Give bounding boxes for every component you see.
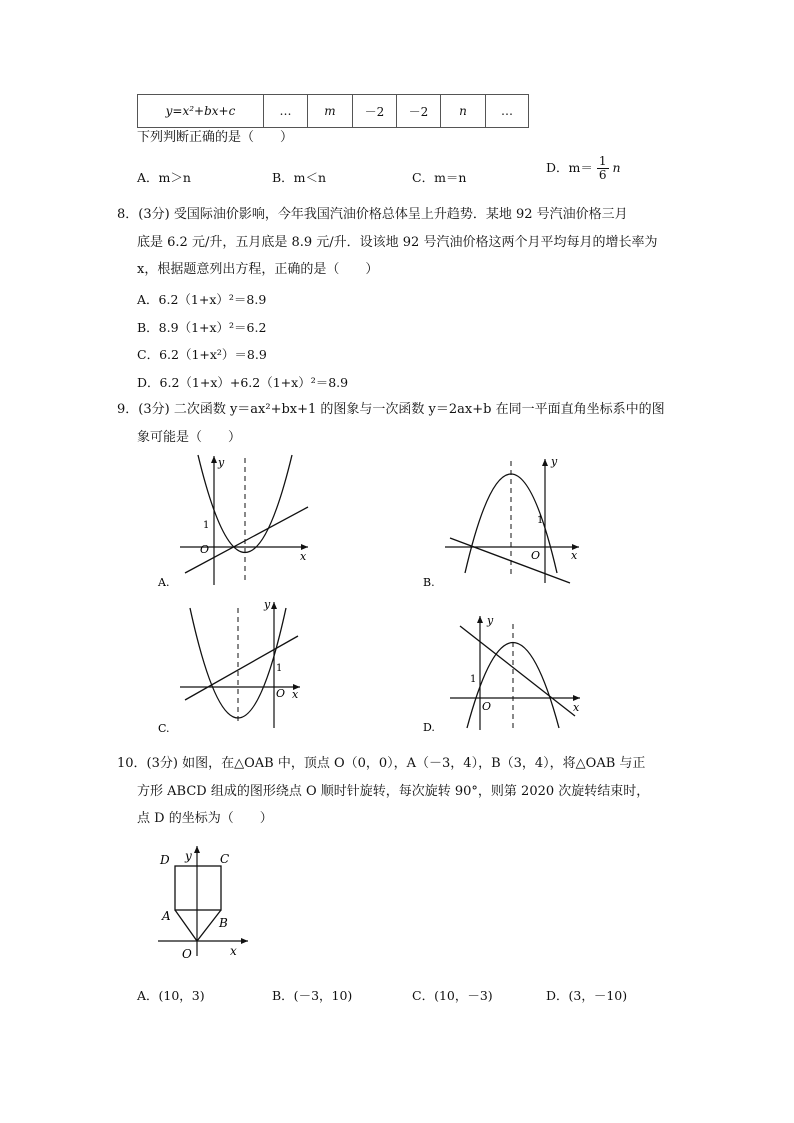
q8-line-3: x，根据题意列出方程，正确的是（ ）	[137, 262, 379, 277]
q10-option-b: B．(－3，10)	[272, 988, 353, 1003]
origin-label: O	[531, 549, 541, 562]
x-label: x	[230, 944, 237, 958]
q8-option-b: B．8.9（1+x）²＝6.2	[137, 320, 267, 335]
point-d-label: D	[160, 853, 170, 867]
q10-figure	[150, 838, 260, 966]
table-cell: －2	[353, 95, 397, 128]
fraction	[597, 155, 609, 182]
q8-line-2: 底是 6.2 元/升，五月底是 8.9 元/升．设该地 92 号汽油价格这两个月平均每月的增长率为	[137, 235, 658, 250]
q7-option-b: B．m＜n	[272, 170, 327, 185]
q9-line-1: 9．(3分) 二次函数 y＝ax²+bx+1 的图象与一次函数 y＝2ax+b 在同一平面直角坐标系中的图	[117, 402, 665, 417]
x-label: x	[300, 550, 307, 563]
q10-line-3: 点 D 的坐标为（ ）	[137, 811, 273, 826]
y-label: y	[218, 456, 225, 469]
graph-b	[415, 455, 590, 590]
intercept-label: 1	[276, 663, 283, 674]
table-cell: m	[308, 95, 353, 128]
value-table	[137, 94, 529, 128]
table-cell: n	[441, 95, 486, 128]
graph-c	[150, 598, 325, 738]
origin-label: O	[182, 947, 192, 961]
x-label: x	[292, 688, 299, 701]
q10-option-c: C．(10，－3)	[412, 988, 493, 1003]
x-label: x	[571, 549, 578, 562]
q8-option-d: D．6.2（1+x）+6.2（1+x）²＝8.9	[137, 375, 349, 390]
graph-a	[150, 450, 325, 590]
table-cell: …	[264, 95, 308, 128]
y-axis-arrow-icon	[271, 602, 277, 609]
y-label: y	[551, 455, 558, 468]
q7-option-d-label: D．m＝	[546, 160, 593, 175]
q7-option-a: A．m＞n	[137, 170, 191, 185]
y-label: y	[487, 614, 494, 627]
point-b-label: B	[219, 916, 228, 930]
fraction-numerator: 1	[598, 154, 607, 168]
fraction-denominator: 6	[598, 168, 607, 182]
point-a-label: A	[162, 909, 171, 923]
origin-label: O	[200, 543, 210, 556]
table-cell: …	[486, 95, 529, 128]
q7-option-c: C．m＝n	[412, 170, 467, 185]
intercept-label: 1	[537, 515, 544, 526]
table-row-label: y=x²+bx+c	[138, 95, 264, 128]
q10-option-d: D．(3，－10)	[546, 988, 628, 1003]
table-cell: －2	[397, 95, 441, 128]
y-axis-arrow-icon	[194, 846, 200, 853]
y-axis-arrow-icon	[211, 456, 217, 463]
point-c-label: C	[220, 852, 230, 866]
q8-option-a: A．6.2（1+x）²＝8.9	[137, 292, 267, 307]
y-axis-arrow-icon	[542, 459, 548, 466]
graph-b-label: B.	[423, 576, 435, 589]
q10-line-1: 10．(3分) 如图，在△OAB 中，顶点 O（0，0），A（－3，4），B（3，4），将△OAB 与正	[117, 756, 646, 771]
intercept-label: 1	[470, 674, 477, 685]
x-label: x	[573, 701, 580, 714]
x-axis-arrow-icon	[241, 938, 248, 944]
y-axis-arrow-icon	[477, 616, 483, 623]
triangle-oab	[175, 910, 221, 941]
q7-option-d-tail: n	[612, 160, 621, 175]
q10-option-a: A．(10，3)	[137, 988, 205, 1003]
origin-label: O	[482, 700, 492, 713]
graph-a-label: A.	[158, 576, 170, 589]
y-label: y	[264, 598, 271, 611]
origin-label: O	[276, 687, 286, 700]
square-abcd	[175, 866, 221, 910]
graph-c-label: C.	[158, 722, 170, 735]
graph-d	[415, 612, 590, 737]
q7-option-d	[546, 155, 621, 182]
q10-line-2: 方形 ABCD 组成的图形绕点 O 顺时针旋转，每次旋转 90°，则第 2020 次旋转结束时，	[137, 784, 650, 799]
q8-line-1: 8．(3分) 受国际油价影响，今年我国汽油价格总体呈上升趋势．某地 92 号汽油价格三月	[117, 207, 628, 222]
q8-option-c: C．6.2（1+x²）＝8.9	[137, 347, 267, 362]
q9-line-2: 象可能是（ ）	[137, 430, 242, 445]
graph-d-label: D.	[423, 721, 435, 734]
intercept-label: 1	[203, 520, 210, 531]
q7-prompt: 下列判断正确的是（ ）	[137, 130, 294, 145]
line-graph	[460, 626, 575, 716]
y-label: y	[185, 849, 192, 863]
line-graph	[185, 507, 308, 573]
